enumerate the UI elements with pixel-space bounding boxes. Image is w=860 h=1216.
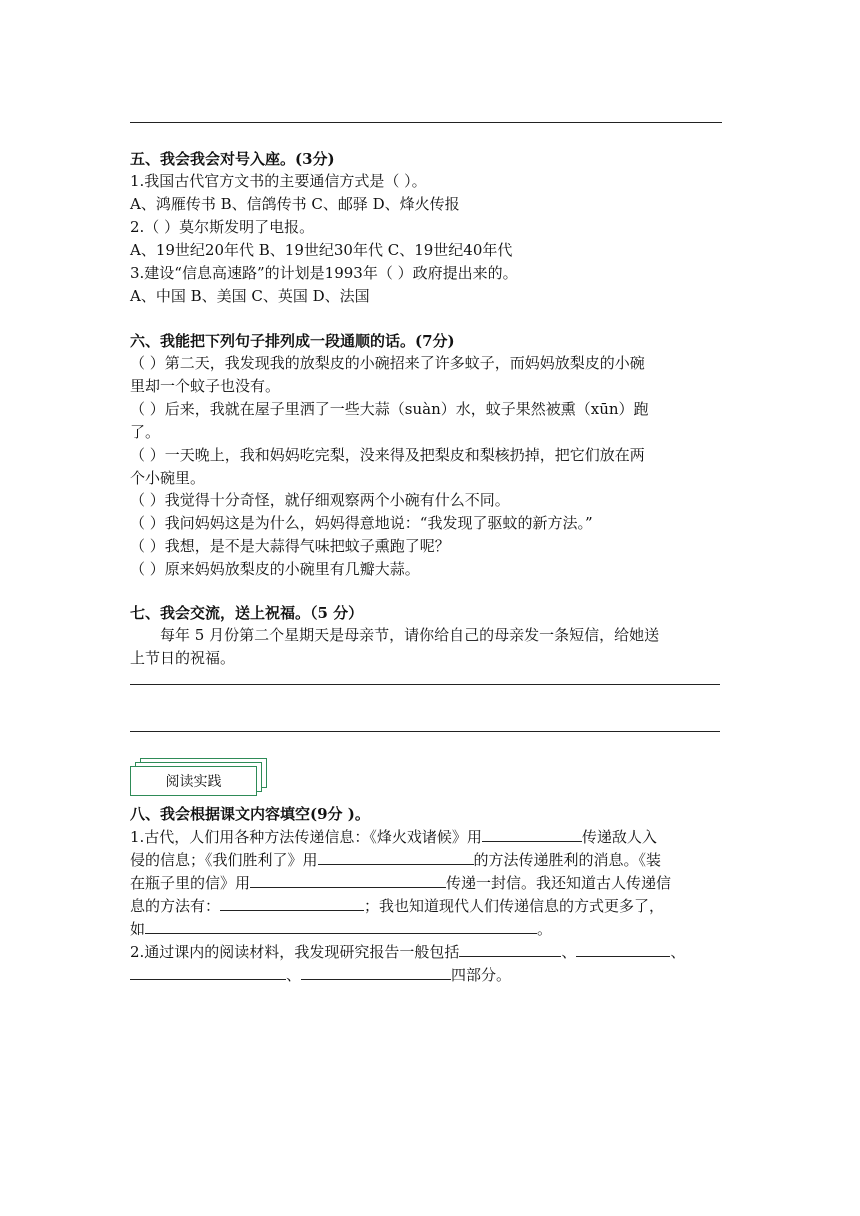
section6-line: 里却一个蚊子也没有。 bbox=[130, 377, 281, 395]
q1-line-2 bbox=[130, 849, 661, 871]
fill-blank[interactable] bbox=[318, 850, 474, 865]
section7-line: 每年 5 月份第二个星期天是母亲节，请你给自己的母亲发一条短信，给她送 bbox=[160, 626, 660, 644]
writing-line[interactable] bbox=[130, 684, 720, 685]
q2-text: 2.通过课内的阅读材料，我发现研究报告一般包括 bbox=[130, 943, 460, 961]
q1-text: 的方法传递胜利的消息。《装 bbox=[473, 851, 662, 869]
q2-text: 四部分。 bbox=[451, 966, 512, 984]
q1-line-4 bbox=[130, 895, 664, 917]
q1-text: 息的方法有： bbox=[130, 897, 221, 915]
badge-label: 阅读实践 bbox=[130, 766, 257, 796]
section5-line: 2.（ ）莫尔斯发明了电报。 bbox=[130, 218, 315, 236]
section7-line: 上节日的祝福。 bbox=[130, 649, 236, 667]
q1-text: 传递敌人入 bbox=[581, 828, 657, 846]
section6-line: 个小碗里。 bbox=[130, 469, 206, 487]
section6-line: （ ）我问妈妈这是为什么，妈妈得意地说：“我发现了驱蚊的新方法。” bbox=[130, 514, 593, 532]
q1-text: 1.古代，人们用各种方法传递信息：《烽火戏诸候》用 bbox=[130, 828, 482, 846]
section6-line: （ ）后来，我就在屋子里洒了一些大蒜（suàn）水，蚊子果然被熏（xūn）跑 bbox=[130, 400, 649, 418]
fill-blank[interactable] bbox=[130, 965, 286, 980]
section5-line: A、19世纪20年代 B、19世纪30年代 C、19世纪40年代 bbox=[130, 241, 513, 259]
q2-line-2 bbox=[130, 964, 511, 986]
section5-line: A、鸿雁传书 B、信鸽传书 C、邮驿 D、烽火传报 bbox=[130, 195, 460, 213]
section6-line: （ ）第二天，我发现我的放梨皮的小碗招来了许多蚊子，而妈妈放梨皮的小碗 bbox=[130, 354, 645, 372]
answer-line-top bbox=[130, 122, 722, 123]
q2-separator: 、 bbox=[561, 943, 577, 961]
q1-line-5 bbox=[130, 918, 552, 940]
section6-title: 六、我能把下列句子排列成一段通顺的话。(7分) bbox=[130, 332, 455, 350]
q1-line-1 bbox=[130, 826, 657, 848]
section5-line: 1.我国古代官方文书的主要通信方式是（ ）。 bbox=[130, 172, 427, 190]
reading-practice-badge bbox=[130, 758, 280, 798]
section7-title: 七、我会交流，送上祝福。（5 分） bbox=[130, 604, 364, 622]
q1-text: 。 bbox=[537, 920, 553, 938]
q1-text: 传递一封信。我还知道古人传递信 bbox=[446, 874, 672, 892]
q1-text: 在瓶子里的信》用 bbox=[130, 874, 251, 892]
q2-separator: 、 bbox=[670, 943, 686, 961]
fill-blank[interactable] bbox=[301, 965, 451, 980]
q1-line-3 bbox=[130, 872, 671, 894]
q1-text: 侵的信息；《我们胜利了》用 bbox=[130, 851, 318, 869]
q1-text: ；我也知道现代人们传递信息的方式更多了， bbox=[364, 897, 665, 915]
q1-text: 如 bbox=[130, 920, 146, 938]
fill-blank[interactable] bbox=[145, 919, 537, 934]
section6-line: 了。 bbox=[130, 423, 161, 441]
fill-blank[interactable] bbox=[250, 873, 446, 888]
section8-title: 八、我会根据课文内容填空(9分 )。 bbox=[130, 805, 370, 823]
section6-line: （ ）一天晚上，我和妈妈吃完梨，没来得及把梨皮和梨核扔掉，把它们放在两 bbox=[130, 446, 645, 464]
fill-blank[interactable] bbox=[459, 942, 561, 957]
section5-line: 3.建设“信息高速路”的计划是1993年（ ）政府提出来的。 bbox=[130, 264, 518, 282]
fill-blank[interactable] bbox=[220, 896, 364, 911]
q2-line-1 bbox=[130, 941, 685, 963]
section5-line: A、中国 B、美国 C、英国 D、法国 bbox=[130, 287, 370, 305]
q2-separator: 、 bbox=[286, 966, 302, 984]
section6-line: （ ）我想，是不是大蒜得气味把蚊子熏跑了呢？ bbox=[130, 537, 450, 555]
section5-title: 五、我会我会对号入座。(3分) bbox=[130, 150, 335, 168]
section6-line: （ ）我觉得十分奇怪，就仔细观察两个小碗有什么不同。 bbox=[130, 491, 510, 509]
fill-blank[interactable] bbox=[482, 827, 582, 842]
fill-blank[interactable] bbox=[576, 942, 670, 957]
writing-line[interactable] bbox=[130, 731, 720, 732]
section6-line: （ ）原来妈妈放梨皮的小碗里有几瓣大蒜。 bbox=[130, 560, 420, 578]
